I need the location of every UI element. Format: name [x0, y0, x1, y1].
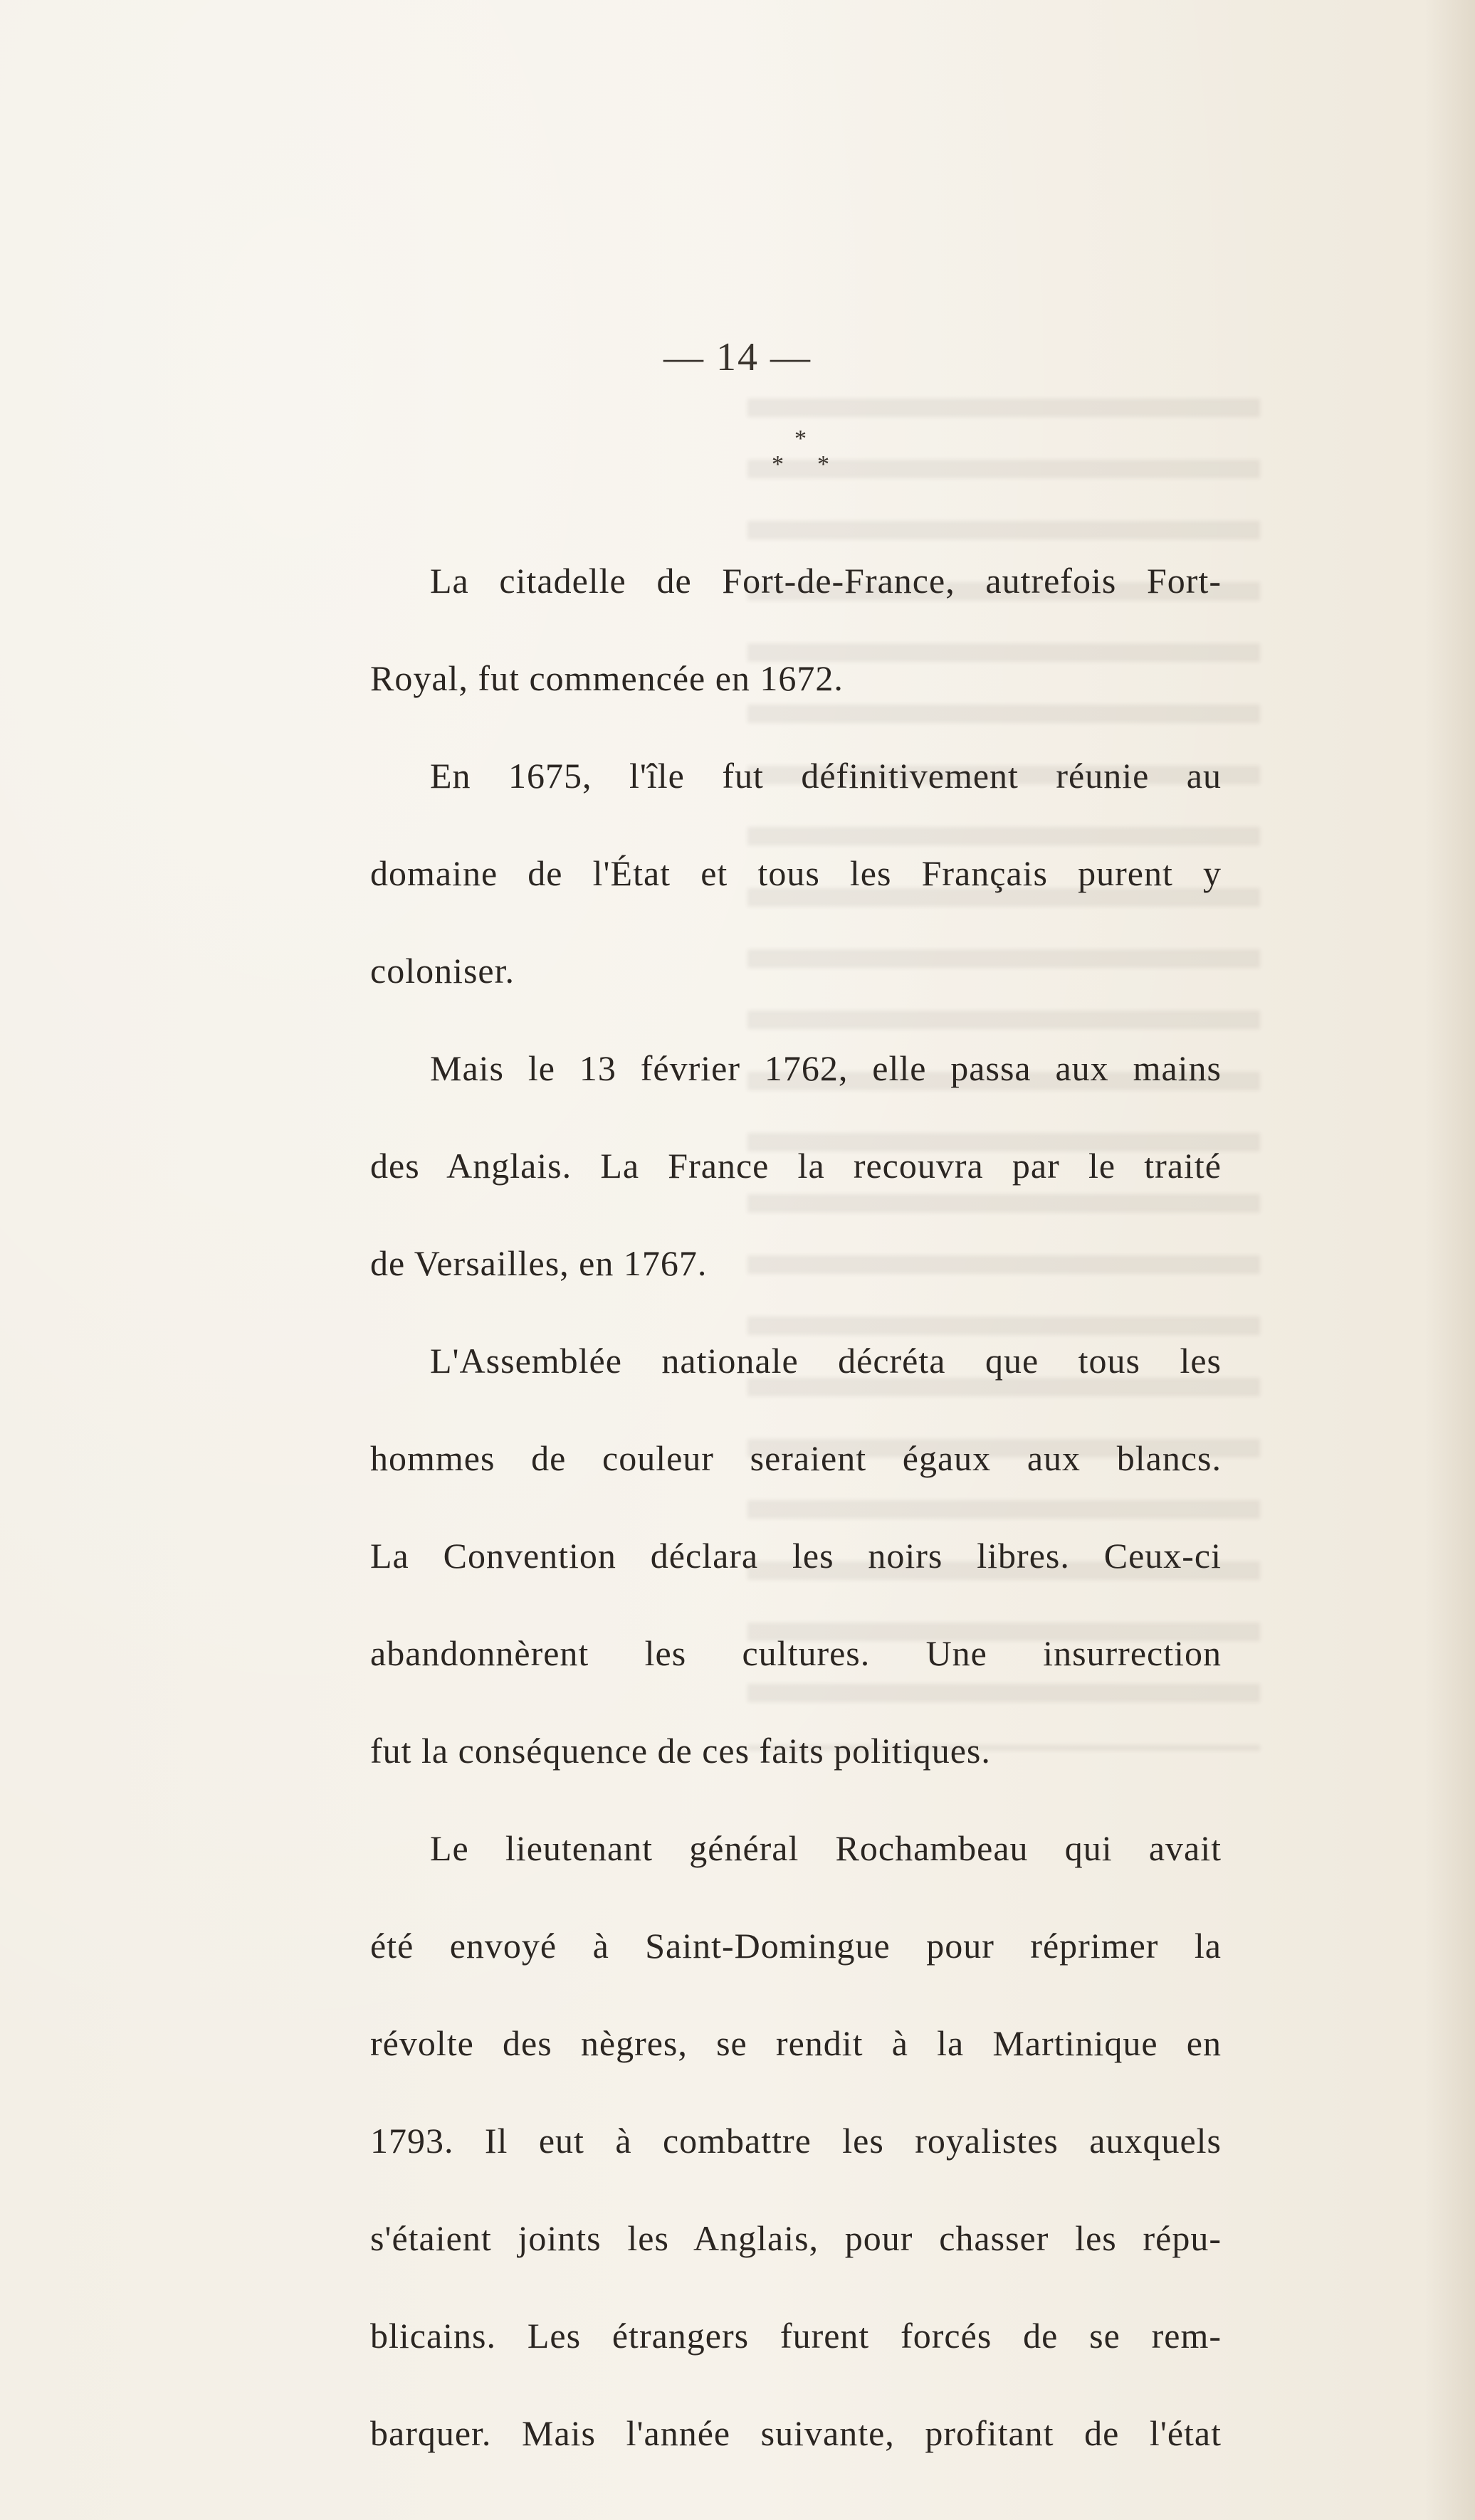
text-line: fut la conséquence de ces faits politiques. — [370, 1731, 991, 1771]
text-line: Mais le 13 février 1762, elle passa aux mains — [430, 1048, 1222, 1088]
asterism-star: * — [817, 451, 829, 478]
text-line: coloniser. — [370, 951, 515, 991]
text-line: En 1675, l'île fut définitivement réunie au — [430, 756, 1222, 796]
page-number: — 14 — — [663, 335, 812, 379]
paragraph — [370, 1332, 1222, 1820]
text-line: Le lieutenant général Rochambeau qui avait — [430, 1828, 1222, 1868]
text-line: 1793. Il eut à combattre les royalistes auxquels — [370, 2121, 1222, 2161]
paragraph — [370, 1040, 1222, 1332]
text-line: La Convention déclara les noirs libres. Ceux-ci — [370, 1536, 1222, 1576]
text-line: barquer. Mais l'année suivante, profitant de l'état — [370, 2413, 1222, 2453]
text-line: de Versailles, en 1767. — [370, 1243, 708, 1283]
text-line: été envoyé à Saint-Domingue pour réprimer la — [370, 1926, 1222, 1966]
text-line: des Anglais. La France la recouvra par le traité — [370, 1146, 1222, 1186]
text-line: L'Assemblée nationale décréta que tous les — [430, 1341, 1222, 1381]
text-line: s'étaient joints les Anglais, pour chasser les répu- — [370, 2218, 1222, 2258]
text-line: blicains. Les étrangers furent forcés de se rem- — [370, 2316, 1222, 2356]
asterism-star: * — [772, 451, 784, 478]
paragraph — [370, 1820, 1222, 2502]
text-line: La citadelle de Fort-de-France, autrefois Fort- — [430, 561, 1222, 601]
text-line: domaine de l'État et tous les Français purent y — [370, 853, 1222, 893]
paragraph — [370, 552, 1222, 747]
text-line: révolte des nègres, se rendit à la Martinique en — [370, 2023, 1222, 2063]
asterism-star: * — [794, 426, 807, 452]
text-line: abandonnèrent les cultures. Une insurrection — [370, 1633, 1222, 1673]
section-separator-asterism — [0, 427, 1475, 484]
text-line: hommes de couleur seraient égaux aux blancs. — [370, 1438, 1222, 1478]
paragraph — [370, 747, 1222, 1040]
text-line: Royal, fut commencée en 1672. — [370, 658, 844, 698]
body-text — [370, 552, 1222, 2502]
